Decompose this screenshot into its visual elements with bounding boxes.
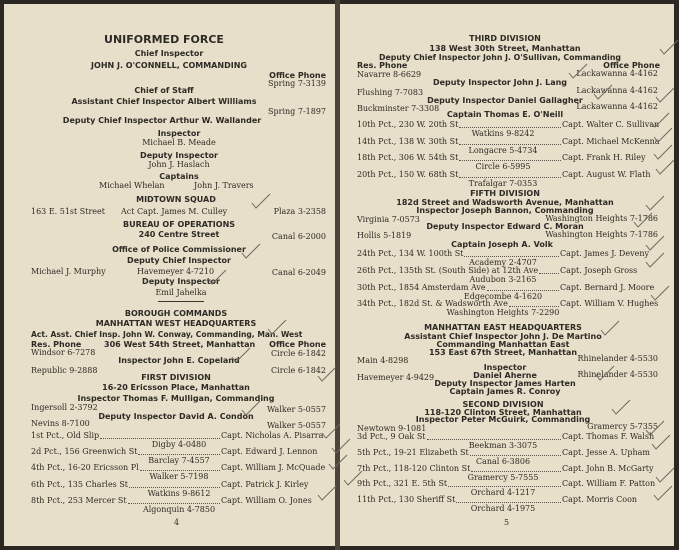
midtown-title: MIDTOWN SQUAD bbox=[136, 195, 216, 204]
precinct-phone: Digby 4-0480 bbox=[151, 440, 207, 449]
lang: Deputy Inspector John J. Lang bbox=[432, 78, 568, 87]
res-phone-label: Res. Phone bbox=[31, 340, 82, 349]
manhattan-east-commanding: Commanding Manhattan East bbox=[436, 340, 570, 349]
midtown-address: 163 E. 51st Street bbox=[31, 207, 105, 216]
second-division-address: 118-120 Clinton Street, Manhattan bbox=[424, 408, 582, 417]
fifth-division-title: FIFTH DIVISION bbox=[470, 189, 540, 198]
ahern-res-phone: Havemeyer 4-9429 bbox=[357, 373, 435, 382]
manhattan-west-address: 306 West 54th Street, Manhattan bbox=[104, 340, 256, 349]
bureau-title: BUREAU OF OPERATIONS bbox=[122, 220, 236, 229]
second-office-phone: Gramercy 5-7355 bbox=[587, 422, 658, 431]
page-number: 4 bbox=[174, 518, 180, 527]
dot-leader bbox=[459, 160, 561, 161]
precinct-name: 24th Pct., 134 W. 100th St bbox=[357, 249, 464, 258]
precinct-name: 5th Pct., 19-21 Elizabeth St bbox=[357, 447, 469, 457]
manhattan-east-assistant: Assistant Chief Inspector John J. De Martino bbox=[404, 332, 602, 341]
fifth-res-phone: Virginia 7-0573 bbox=[357, 215, 420, 224]
dot-leader bbox=[100, 438, 220, 439]
dot-leader bbox=[129, 487, 220, 488]
precinct-captain: Capt. August W. Flath bbox=[562, 169, 651, 179]
precinct-name: 6th Pct., 135 Charles St bbox=[31, 479, 129, 489]
precinct-captain: Capt. Morris Coon bbox=[562, 495, 638, 505]
right-page bbox=[340, 4, 674, 546]
precinct-name: 18th Pct., 306 W. 54th St bbox=[357, 153, 459, 162]
precinct-captain: Capt. John B. McGarty bbox=[562, 463, 654, 473]
lang-res-phone: Flushing 7-7083 bbox=[357, 88, 424, 97]
precinct-phone: Canal 6-3806 bbox=[475, 456, 531, 466]
precinct-name: 3d Pct., 9 Oak St bbox=[357, 432, 426, 441]
dot-leader bbox=[427, 439, 561, 440]
deputy-inspector-name: John J. Haslach bbox=[148, 160, 210, 169]
precinct-captain: Capt. Thomas F. Walsh bbox=[562, 432, 655, 441]
dot-leader bbox=[459, 177, 561, 178]
harten: Deputy Inspector James Harten bbox=[434, 379, 576, 388]
res-phone-label: Res. Phone bbox=[357, 61, 408, 70]
first-division-office-phone: Walker 5-0557 bbox=[267, 405, 326, 414]
precinct-name: 30th Pct., 1854 Amsterdam Ave bbox=[357, 282, 486, 292]
precinct-captain: Capt. Edward J. Lennon bbox=[221, 447, 318, 457]
assistant-chief: Assistant Chief Inspector Albert Williams bbox=[71, 97, 257, 106]
precinct-phone: Washington Heights 7-2290 bbox=[446, 308, 560, 318]
manhattan-east-office-phone: Rhinelander 4-5530 bbox=[577, 354, 658, 363]
dot-leader bbox=[456, 502, 561, 503]
third-division-deputy: Deputy Chief Inspector John J. O'Sullivan, Commanding bbox=[379, 53, 621, 62]
chief-of-staff-label: Chief of Staff bbox=[134, 86, 194, 95]
gallagher: Deputy Inspector Daniel Gallagher bbox=[427, 96, 583, 105]
oneill: Captain Thomas E. O'Neill bbox=[446, 110, 564, 119]
section-title: UNIFORMED FORCE bbox=[104, 33, 224, 46]
moran-office-phone: Washington Heights 7-1786 bbox=[545, 230, 658, 239]
midtown-captain: Act Capt. James M. Culley bbox=[121, 207, 228, 216]
first-division-inspector: Inspector Thomas F. Mulligan, Commanding bbox=[77, 394, 275, 403]
precinct-name: 9th Pct., 321 E. 5th St bbox=[357, 479, 448, 489]
precinct-name: 7th Pct., 118-120 Clinton St bbox=[357, 463, 471, 473]
third-division-title: THIRD DIVISION bbox=[469, 34, 541, 43]
precinct-captain: Capt. Joseph Gross bbox=[560, 265, 638, 275]
third-office-phone: Lackawanna 4-4162 bbox=[576, 69, 658, 78]
dot-leader bbox=[471, 471, 561, 472]
deputy-inspector-label-2: Deputy Inspector bbox=[142, 277, 220, 286]
precinct-captain: Capt. Walter C. Sullivan bbox=[562, 120, 660, 129]
office-phone-label: Office Phone bbox=[603, 61, 660, 70]
precinct-phone: Audubon 3-2165 bbox=[469, 274, 537, 284]
precinct-name: 10th Pct., 230 W. 20th St bbox=[357, 120, 459, 129]
precinct-name: 14th Pct., 138 W. 30th St bbox=[357, 136, 459, 146]
chief-inspector-name: JOHN J. O'CONNELL, COMMANDING bbox=[91, 61, 247, 70]
precinct-captain: Capt. Michael McKenna bbox=[562, 136, 660, 146]
condon-office-phone: Walker 5-0557 bbox=[267, 421, 326, 430]
precinct-phone: Orchard 4-1217 bbox=[470, 488, 536, 498]
deputy-chief-inspector-label: Deputy Chief Inspector bbox=[127, 256, 231, 265]
precinct-captain: Capt. Nicholas A. Pisarra bbox=[221, 431, 324, 440]
dot-leader bbox=[487, 290, 559, 291]
deputy-inspector-label: Deputy Inspector bbox=[140, 151, 218, 160]
precinct-phone: Academy 2-4707 bbox=[469, 258, 537, 267]
staff-phone: Spring 7-1897 bbox=[268, 107, 326, 116]
second-division-inspector: Inspector Peter McGuirk, Commanding bbox=[415, 415, 591, 424]
precinct-phone: Longacre 5-4734 bbox=[468, 145, 538, 155]
chief-inspector-label: Chief Inspector bbox=[134, 49, 204, 58]
condon: Deputy Inspector David A. Condon bbox=[98, 412, 254, 421]
precinct-phone: Edgecombe 4-1620 bbox=[463, 291, 543, 301]
page-number: 5 bbox=[504, 518, 510, 527]
office-phone-label: Office Phone bbox=[269, 71, 326, 80]
deputy-wallander: Deputy Chief Inspector Arthur W. Wallander bbox=[62, 116, 262, 125]
precinct-phone: Barclay 7-4557 bbox=[148, 456, 210, 466]
precinct-captain: Capt. Frank H. Riley bbox=[562, 153, 646, 162]
chief-phone: Spring 7-3139 bbox=[268, 79, 326, 88]
precinct-phone: Watkins 9-8242 bbox=[471, 129, 535, 138]
precinct-phone: Watkins 9-8612 bbox=[147, 488, 211, 498]
manhattan-west-res-phone: Windsor 6-7278 bbox=[31, 348, 96, 357]
gallagher-res-phone: Buckminster 7-3308 bbox=[357, 104, 440, 113]
manhattan-east-res-phone: Main 4-8298 bbox=[357, 356, 409, 365]
first-division-title: FIRST DIVISION bbox=[141, 373, 211, 382]
precinct-phone: Gramercy 5-7555 bbox=[467, 472, 539, 482]
copeland-office-phone: Circle 6-1842 bbox=[271, 366, 326, 375]
fifth-division-address: 182d Street and Wadsworth Avenue, Manhattan bbox=[396, 198, 614, 207]
moran: Deputy Inspector Edward C. Moran bbox=[426, 222, 584, 231]
precinct-name: 8th Pct., 253 Mercer St bbox=[31, 495, 127, 505]
precinct-phone: Trafalgar 7-0353 bbox=[468, 178, 538, 188]
dot-leader bbox=[140, 470, 220, 471]
precinct-captain: Capt. Bernard J. Moore bbox=[560, 282, 655, 292]
precinct-captain: Capt. William V. Hughes bbox=[560, 299, 659, 309]
dot-leader bbox=[464, 256, 559, 257]
precinct-captain: Capt. William F. Patton bbox=[562, 479, 656, 489]
captain-travers: John J. Travers bbox=[194, 181, 254, 190]
precinct-name: 1st Pct., Old Slip bbox=[31, 431, 100, 440]
dot-leader bbox=[128, 503, 220, 504]
fifth-office-phone: Washington Heights 7-1786 bbox=[545, 214, 658, 223]
dot-leader bbox=[459, 144, 561, 145]
captain-whelan: Michael Whelan bbox=[99, 181, 165, 190]
manhattan-east-title: MANHATTAN EAST HEADQUARTERS bbox=[424, 323, 582, 332]
precinct-phone: Circle 6-5995 bbox=[475, 162, 531, 171]
precinct-name: 20th Pct., 150 W. 68th St bbox=[357, 169, 459, 179]
conroy: Captain James R. Conroy bbox=[449, 387, 561, 396]
volk: Captain Joseph A. Volk bbox=[451, 240, 553, 249]
precinct-phone: Orchard 4-1975 bbox=[470, 504, 536, 514]
second-res-phone: Newtown 9-1081 bbox=[357, 424, 427, 433]
manhattan-west-commander: Act. Asst. Chief Insp. John W. Conway, Commanding, Man. West bbox=[31, 330, 303, 339]
precinct-name: 34th Pct., 182d St. & Wadsworth Ave bbox=[357, 299, 508, 309]
commissioner-office: Office of Police Commissioner bbox=[112, 245, 246, 254]
copeland-res-phone: Republic 9-2888 bbox=[31, 366, 98, 375]
manhattan-west-title: MANHATTAN WEST HEADQUARTERS bbox=[95, 319, 257, 328]
divider-rule bbox=[158, 301, 204, 302]
lang-office-phone: Lackawanna 4-4162 bbox=[576, 86, 658, 95]
precinct-captain: Capt. Patrick J. Kirley bbox=[221, 479, 309, 489]
precinct-phone: Beekman 3-3075 bbox=[468, 441, 538, 450]
bureau-phone: Canal 6-2000 bbox=[271, 232, 326, 241]
dot-leader bbox=[539, 273, 559, 274]
jahelka-name: Emil Jahelka bbox=[155, 288, 207, 297]
murphy-phone-2: Canal 6-2049 bbox=[271, 268, 326, 277]
office-phone-label-2: Office Phone bbox=[269, 340, 326, 349]
copeland: Inspector John E. Copeland bbox=[118, 356, 240, 365]
gallagher-office-phone: Lackawanna 4-4162 bbox=[576, 102, 658, 111]
precinct-name: 11th Pct., 130 Sheriff St bbox=[357, 495, 456, 505]
precinct-captain: Capt. William O. Jones bbox=[221, 495, 312, 505]
ahern-office-phone: Rhinelander 4-5530 bbox=[577, 370, 658, 379]
dot-leader bbox=[448, 486, 561, 487]
fifth-division-inspector: Inspector Joseph Bannon, Commanding bbox=[416, 206, 594, 215]
inspector-name: Michael B. Meade bbox=[142, 138, 216, 147]
murphy-name: Michael J. Murphy bbox=[31, 267, 106, 276]
third-division-address: 138 West 30th Street, Manhattan bbox=[429, 44, 581, 53]
precinct-name: 26th Pct., 135th St. (South Side) at 12th Ave bbox=[357, 265, 539, 275]
condon-res-phone: Nevins 8-7100 bbox=[31, 419, 90, 428]
first-division-res-phone: Ingersoll 2-3792 bbox=[31, 403, 98, 412]
captains-label: Captains bbox=[159, 172, 199, 181]
precinct-captain: Capt. James J. Deveny bbox=[560, 249, 650, 258]
left-page bbox=[4, 4, 335, 546]
manhattan-east-address: 153 East 67th Street, Manhattan bbox=[428, 348, 578, 357]
inspector-label: Inspector bbox=[157, 129, 201, 138]
precinct-captain: Capt. Jesse A. Upham bbox=[562, 447, 650, 457]
borough-title: BOROUGH COMMANDS bbox=[124, 309, 228, 318]
dot-leader bbox=[509, 306, 559, 307]
precinct-name: 2d Pct., 156 Greenwich St bbox=[31, 447, 138, 457]
precinct-phone: Algonquin 4-7850 bbox=[142, 504, 216, 514]
midtown-phone: Plaza 3-2358 bbox=[273, 207, 326, 216]
precinct-name: 4th Pct., 16-20 Ericsson Pl bbox=[31, 463, 139, 473]
manhattan-west-office-phone: Circle 6-1842 bbox=[271, 349, 326, 358]
precinct-captain: Capt. William J. McQuade bbox=[221, 463, 326, 473]
murphy-phone-1: Havemeyer 4-7210 bbox=[137, 267, 215, 276]
precinct-phone: Walker 5-7198 bbox=[149, 472, 209, 482]
dot-leader bbox=[470, 455, 561, 456]
ahern: Daniel Aherne bbox=[473, 371, 537, 380]
dot-leader bbox=[138, 454, 220, 455]
moran-res-phone: Hollis 5-1819 bbox=[357, 231, 412, 240]
bureau-address: 240 Centre Street bbox=[138, 230, 220, 239]
third-res-phone: Navarre 8-6629 bbox=[357, 70, 422, 79]
second-division-title: SECOND DIVISION bbox=[462, 400, 544, 409]
inspector-label: Inspector bbox=[483, 363, 527, 372]
first-division-address: 16-20 Ericsson Place, Manhattan bbox=[102, 383, 250, 392]
dot-leader bbox=[459, 127, 561, 128]
